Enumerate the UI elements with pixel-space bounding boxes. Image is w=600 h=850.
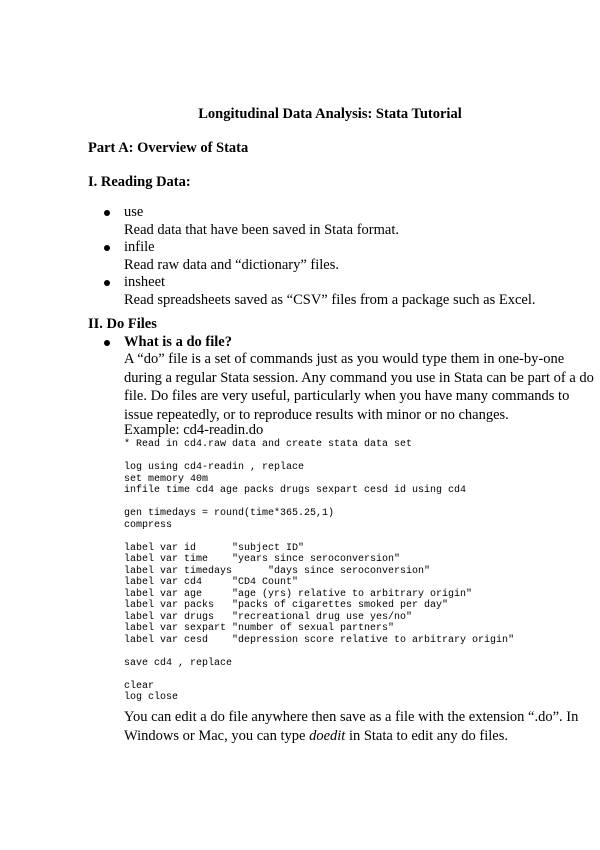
code-line: label var time "years since seroconversion" [124, 554, 401, 565]
code-line: save cd4 , replace [124, 657, 233, 669]
closing-paragraph [124, 708, 594, 745]
bullet-icon [104, 245, 110, 251]
code-line: label var sexpart "number of sexual partners" [124, 623, 395, 634]
code-line: label var cd4 "CD4 Count" [124, 577, 299, 588]
doedit-command: doedit [309, 727, 346, 744]
code-line [124, 497, 584, 509]
code-line: clear [124, 680, 155, 692]
section1-heading: I. Reading Data: [88, 174, 191, 190]
list-item [104, 334, 232, 352]
code-line: gen timedays = round(time*365.25,1) [124, 508, 335, 519]
list-item [104, 204, 536, 222]
do-files-list [104, 334, 232, 352]
do-file-question: What is a do file? [124, 334, 232, 350]
list-item-desc: Read data that have been saved in Stata format. [124, 221, 399, 238]
code-line: label var id "subject ID" [124, 542, 305, 554]
example-label: Example: cd4-readin.do [124, 422, 264, 438]
bullet-icon [104, 210, 110, 216]
closing-text: You can edit a do file anywhere then save as a file with the extension “.do”. In Windows or Mac, you can type [124, 709, 579, 744]
bullet-icon [104, 340, 110, 346]
list-item-term: infile [124, 239, 155, 256]
list-item-term: use [124, 204, 144, 220]
code-line: * Read in cd4.raw data and create stata data set [124, 439, 413, 450]
do-file-description: A “do” file is a set of commands just as you would type them in one-by-one during a regular Stata session. Any command you use in Stata can be part of a do file. Do files are very useful, particularly when you have many commands to issue repeatedly, or to reproduce results with minor or no changes. [124, 351, 594, 423]
closing-text-end: in Stata to edit any do files. [345, 727, 509, 744]
bullet-icon [104, 280, 110, 286]
code-line: log close [124, 692, 179, 703]
list-item [104, 274, 536, 292]
list-item [104, 239, 536, 257]
page-title: Longitudinal Data Analysis: Stata Tutorial [198, 106, 462, 122]
code-block [124, 439, 584, 704]
list-item-desc: Read spreadsheets saved as “CSV” files from a package such as Excel. [124, 291, 536, 308]
code-line: label var cesd "depression score relative to arbitrary origin" [124, 634, 515, 646]
list-item-desc: Read raw data and “dictionary” files. [124, 256, 339, 273]
code-line: log using cd4-readin , replace [124, 462, 305, 473]
code-line [124, 669, 584, 681]
code-line: infile time cd4 age packs drugs sexpart cesd id using cd4 [124, 485, 467, 496]
code-line: compress [124, 519, 173, 531]
code-line [124, 451, 584, 463]
code-line: set memory 40m [124, 473, 209, 485]
code-line: label var age "age (yrs) relative to arbitrary origin" [124, 588, 473, 600]
code-line: label var packs "packs of cigarettes smoked per day" [124, 600, 449, 611]
section2-heading: II. Do Files [88, 316, 157, 332]
code-line: label var drugs "recreational drug use yes/no" [124, 611, 413, 623]
list-item-term: insheet [124, 274, 166, 291]
code-line: label var timedays "days since seroconversion" [124, 565, 431, 577]
code-line [124, 646, 584, 658]
part-a-heading: Part A: Overview of Stata [88, 140, 249, 156]
code-line [124, 531, 584, 543]
reading-data-list [104, 204, 536, 310]
